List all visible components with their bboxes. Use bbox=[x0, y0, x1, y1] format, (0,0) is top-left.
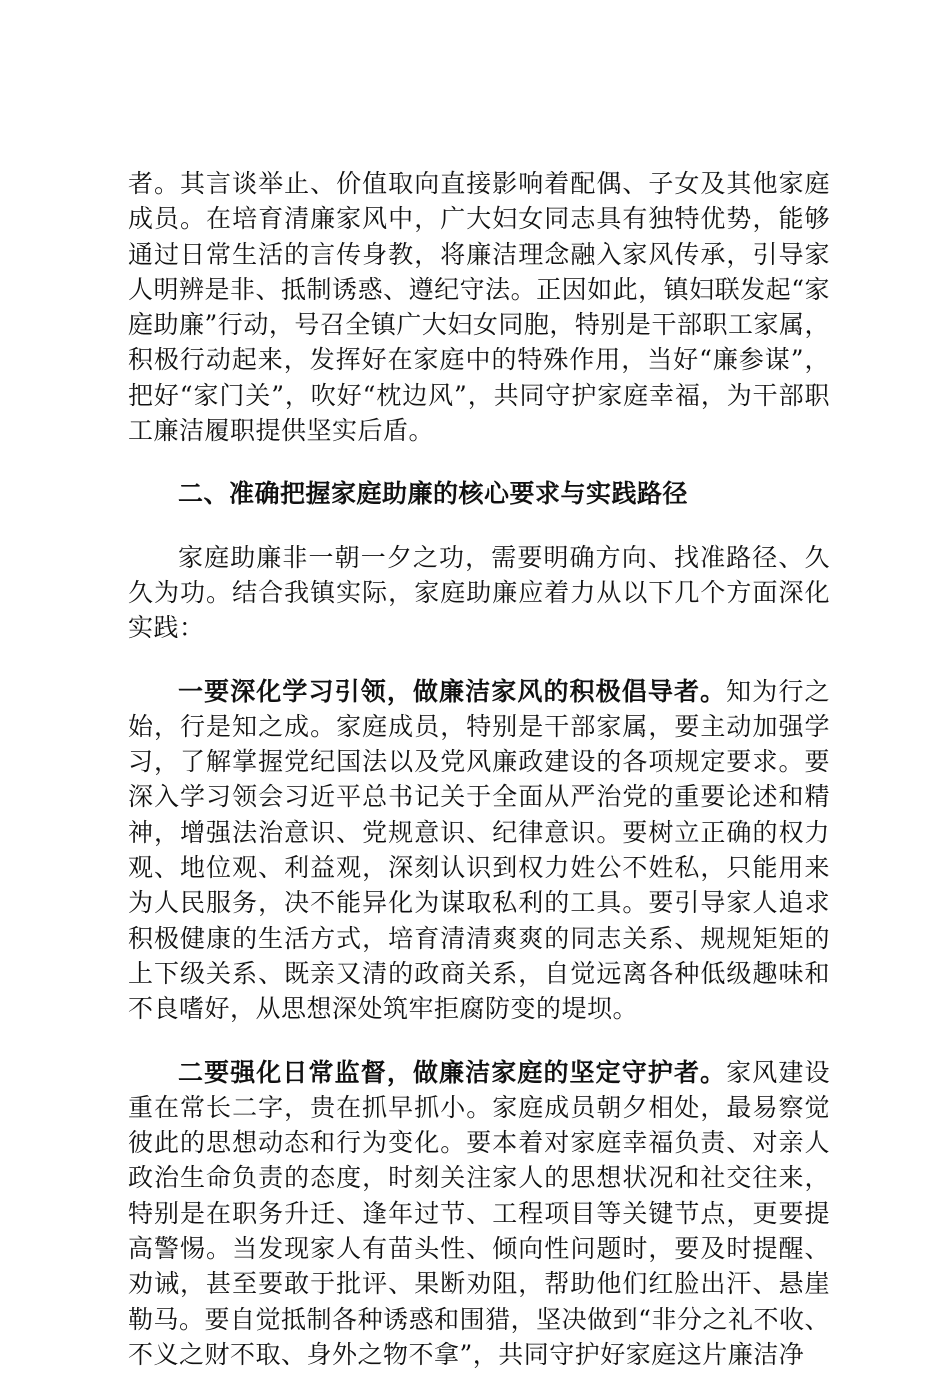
point-one-lead: 一要深化学习引领，做廉洁家风的积极倡导者。 bbox=[178, 676, 727, 706]
document-page bbox=[128, 166, 830, 1400]
paragraph-continuation: 者。其言谈举止、价值取向直接影响着配偶、子女及其他家庭成员。在培育清廉家风中，广大妇女同志具有独特优势，能够通过日常生活的言传身教，将廉洁理念融入家风传承，引导家人明辨是非、抵制诱惑、遵纪守法。正因如此，镇妇联发起“家庭助廉”行动，号召全镇广大妇女同胞，特别是干部职工家属，积极行动起来，发挥好在家庭中的特殊作用，当好“廉参谋”，把好“家门关”，吹好“枕边风”，共同守护家庭幸福，为干部职工廉洁履职提供坚实后盾。 bbox=[128, 169, 830, 446]
point-one-paragraph bbox=[128, 674, 830, 1027]
point-two-lead: 二要强化日常监督，做廉洁家庭的坚定守护者。 bbox=[178, 1057, 727, 1087]
point-two-paragraph bbox=[128, 1055, 830, 1373]
point-two-body: 家风建设重在常长二字，贵在抓早抓小。家庭成员朝夕相处，最易察觉彼此的思想动态和行为变化。要本着对家庭幸福负责、对亲人政治生命负责的态度，时刻关注家人的思想状况和社交往来，特别是在职务升迁、逢年过节、工程项目等关键节点，更要提高警惕。当发现家人有苗头性、倾向性问题时，要及时提醒、劝诫，甚至要敢于批评、果断劝阻，帮助他们红脸出汗、悬崖勒马。要自觉抵制各种诱惑和围猎，坚决做到“非分之礼不收、不义之财不取、身外之物不拿”，共同守护好家庭这片廉洁净 bbox=[128, 1057, 830, 1369]
point-one-body: 知为行之始，行是知之成。家庭成员，特别是干部家属，要主动加强学习，了解掌握党纪国法以及党风廉政建设的各项规定要求。要深入学习领会习近平总书记关于全面从严治党的重要论述和精神，增强法治意识、党规意识、纪律意识。要树立正确的权力观、地位观、利益观，深刻认识到权力姓公不姓私，只能用来为人民服务，决不能异化为谋取私利的工具。要引导家人追求积极健康的生活方式，培育清清爽爽的同志关系、规规矩矩的上下级关系、既亲又清的政商关系，自觉远离各种低级趣味和不良嗜好，从思想深处筑牢拒腐防变的堤坝。 bbox=[128, 676, 830, 1024]
section-heading: 二、准确把握家庭助廉的核心要求与实践路径 bbox=[178, 479, 689, 509]
paragraph-intro: 家庭助廉非一朝一夕之功，需要明确方向、找准路径、久久为功。结合我镇实际，家庭助廉应着力从以下几个方面深化实践： bbox=[128, 542, 830, 643]
